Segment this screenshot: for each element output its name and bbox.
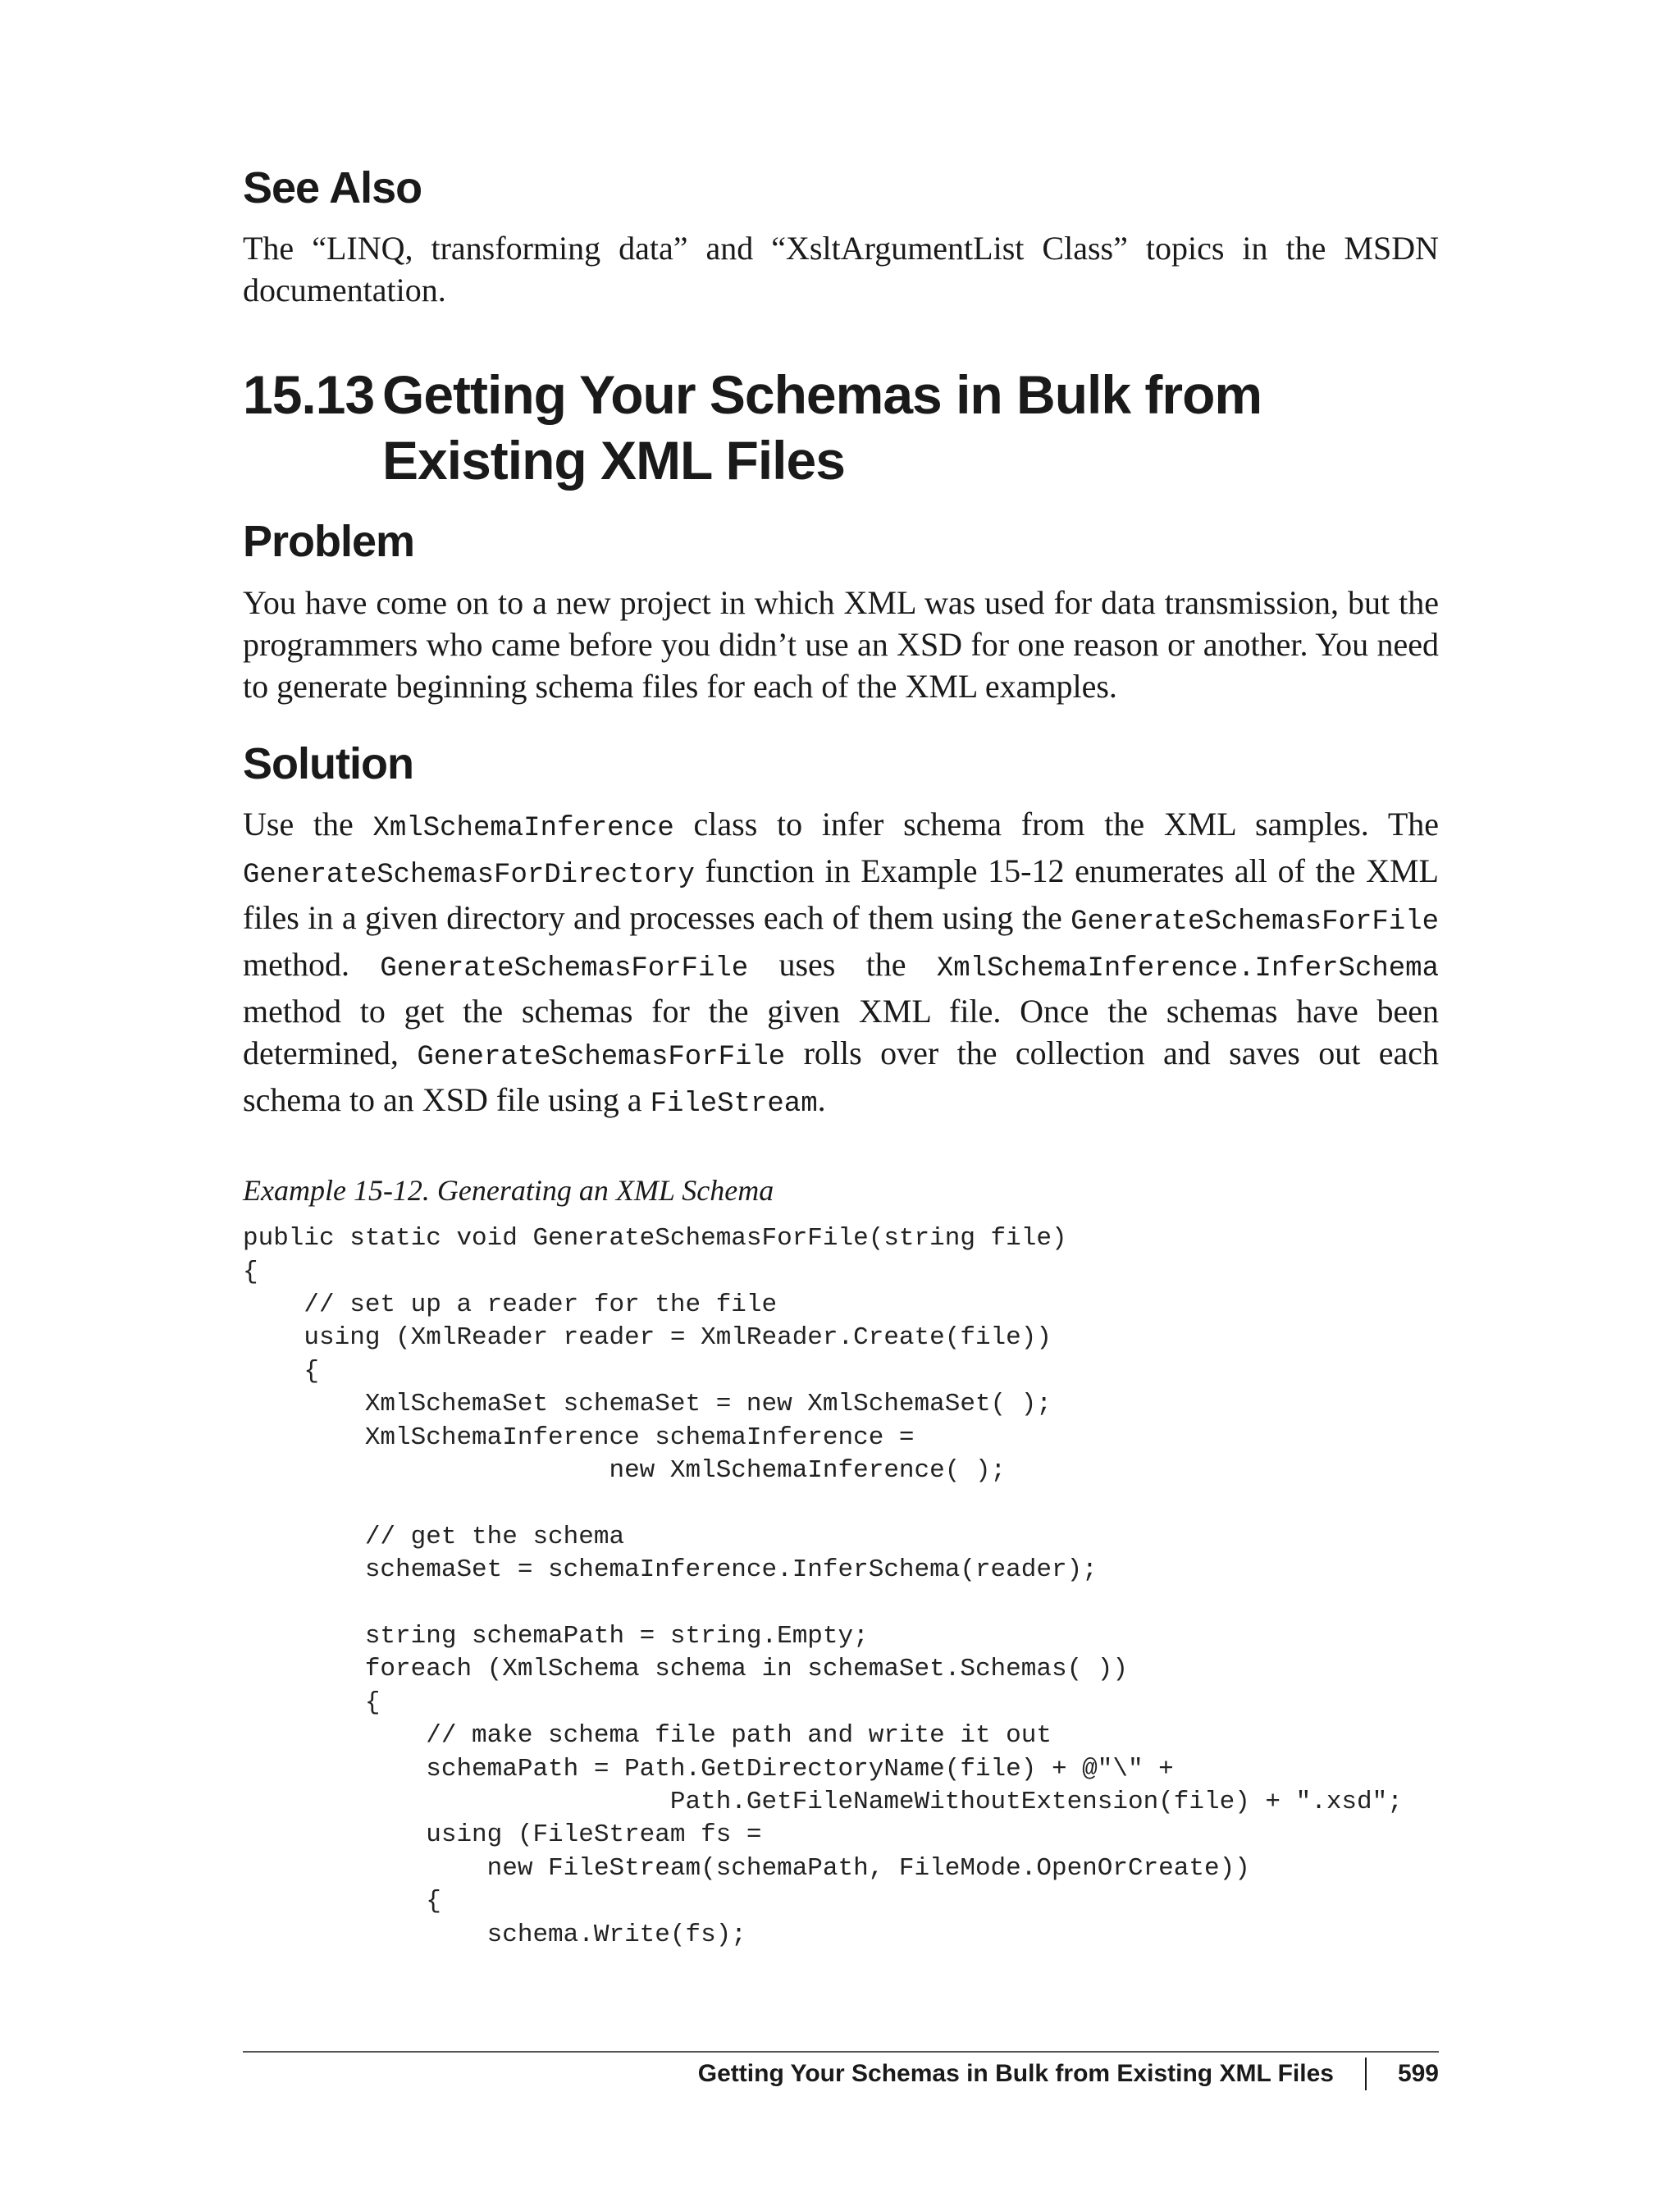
section-title-text: Getting Your Schemas in Bulk from Existing XML Files xyxy=(382,364,1262,491)
see-also-heading: See Also xyxy=(243,163,422,212)
inline-code: GenerateSchemasForDirectory xyxy=(243,860,695,892)
page-content xyxy=(243,164,1439,1952)
section-title xyxy=(243,362,1439,493)
inline-code: GenerateSchemasForFile xyxy=(417,1042,786,1074)
inline-code: FileStream xyxy=(650,1089,818,1121)
problem-text: You have come on to a new project in which XML was used for data transmission, but the programmers who came before you didn’t use an XSD for one reason or another. You need to generate beginning schema files for each of the XML examples. xyxy=(243,583,1439,705)
page-footer xyxy=(698,2058,1439,2090)
solution-heading: Solution xyxy=(243,738,413,788)
inline-code: GenerateSchemasForFile xyxy=(1071,907,1439,939)
see-also-text: The “LINQ, transforming data” and “XsltArgumentList Class” topics in the MSDN documentation. xyxy=(243,230,1439,309)
problem-heading: Problem xyxy=(243,517,415,567)
footer-divider xyxy=(1365,2058,1367,2090)
page-number: 599 xyxy=(1397,2060,1439,2087)
inline-code: GenerateSchemasForFile xyxy=(380,953,749,985)
footer-rule xyxy=(243,2051,1439,2053)
code-listing: public static void GenerateSchemasForFile(string file) { // set up a reader for the file using (XmlReader reader = XmlReader.Create(file)) { XmlSchemaSet schemaSet = new XmlSchemaSet( ); XmlSchemaInference schemaInference = new XmlSchemaInference( ); // get the schema schemaSet = schemaInference.InferSchema(reader); string schemaPath = string.Empty; foreach (XmlSchema schema in schemaSet.Schemas( )) { // make schema file path and write it out schemaPath = Path.GetDirectoryName(file) + @"\" + Path.GetFileNameWithoutExtension(file) + ".xsd"; using (FileStream fs = new FileStream(schemaPath, FileMode.OpenOrCreate)) { schema.Write(fs); xyxy=(243,1224,1403,1949)
inline-code: XmlSchemaInference xyxy=(372,813,674,845)
inline-code: XmlSchemaInference.InferSchema xyxy=(936,953,1439,985)
solution-text: Use the XmlSchemaInference class to infer schema from the XML samples. The GenerateSchemasForDirectory function in Example 15-12 enumerates all of the XML files in a given directory and processes each of them using the GenerateSchemasForFile method. GenerateSchemasForFile uses the XmlSchemaInference.InferSchema method to get the schemas for the given XML file. Once the schemas have been determined, GenerateSchemasForFile rolls over the collection and saves out each schema to an XSD file using a FileStream. xyxy=(243,806,1440,1121)
section-number: 15.13 xyxy=(243,364,375,426)
example-caption: Example 15-12. Generating an XML Schema xyxy=(243,1174,774,1208)
running-footer-title: Getting Your Schemas in Bulk from Existing XML Files xyxy=(697,2060,1334,2087)
